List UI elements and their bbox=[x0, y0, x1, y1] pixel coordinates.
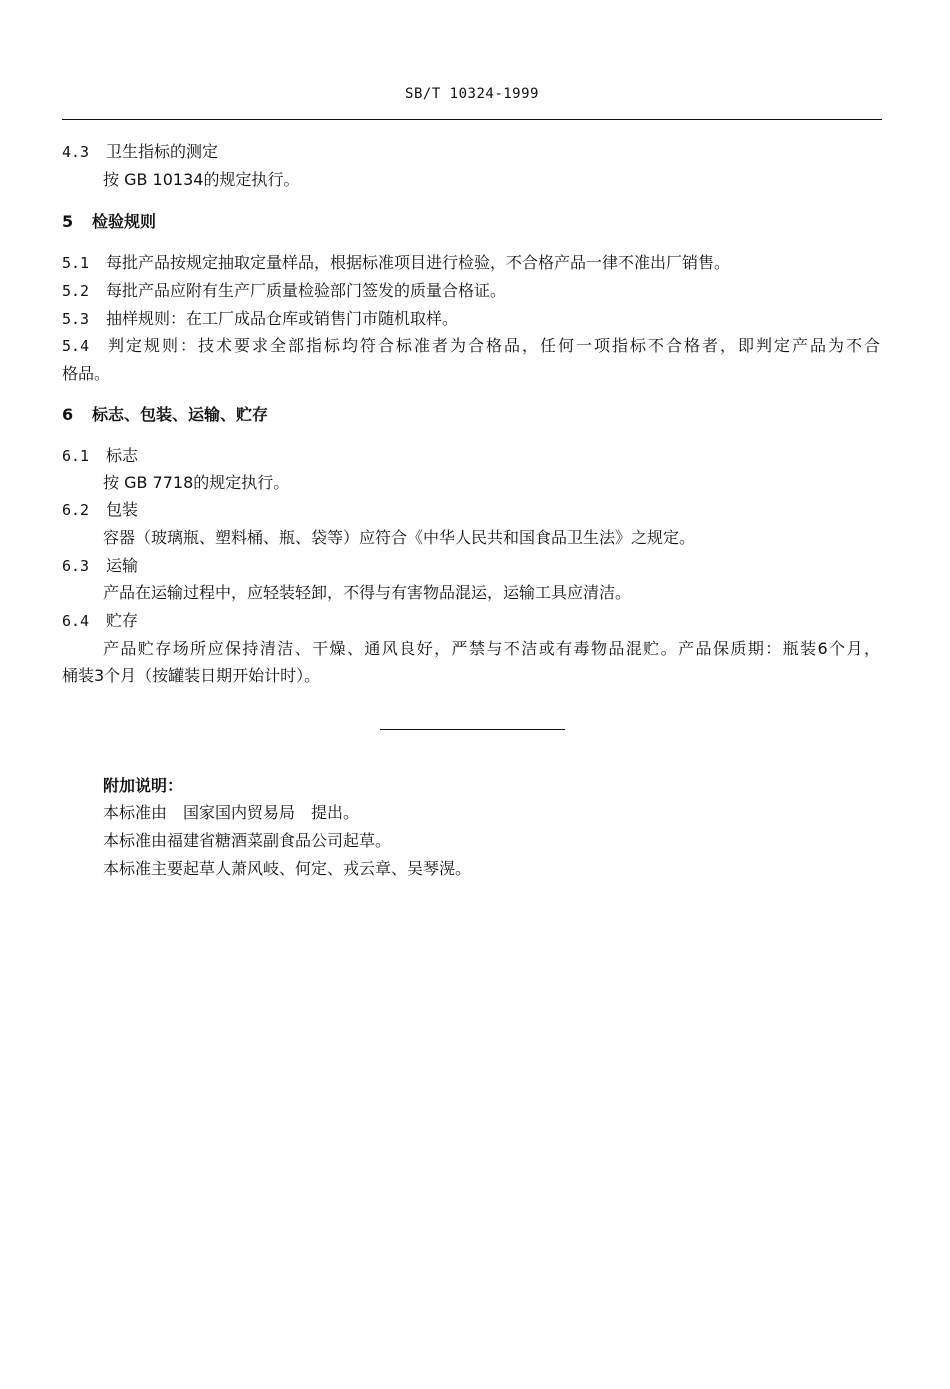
section-title: 检验规则 bbox=[92, 212, 157, 231]
clause-6-3-heading bbox=[62, 556, 138, 576]
clause-4-3-body: 按 GB 10134的规定执行。 bbox=[103, 170, 300, 189]
clause-5-3 bbox=[62, 309, 458, 329]
clause-number: 4.3 bbox=[62, 143, 90, 161]
clause-title: 标志 bbox=[106, 446, 139, 465]
section-title: 标志、包装、运输、贮存 bbox=[92, 405, 269, 424]
clause-6-1-heading bbox=[62, 446, 138, 466]
clause-5-4-line1 bbox=[62, 336, 880, 356]
clause-title: 贮存 bbox=[106, 611, 139, 630]
clause-number: 5.3 bbox=[62, 310, 90, 328]
clause-title: 运输 bbox=[106, 556, 139, 575]
clause-6-4-body-line2: 桶装3个月（按罐装日期开始计时）。 bbox=[62, 666, 321, 685]
section-number: 6 bbox=[62, 405, 74, 424]
notes-title: 附加说明： bbox=[103, 776, 184, 795]
clause-5-2 bbox=[62, 281, 506, 301]
clause-number: 5.4 bbox=[62, 337, 90, 355]
clause-number: 5.2 bbox=[62, 282, 90, 300]
clause-4-3-heading bbox=[62, 142, 218, 162]
clause-6-2-body: 容器（玻璃瓶、塑料桶、瓶、袋等）应符合《中华人民共和国食品卫生法》之规定。 bbox=[103, 528, 696, 547]
clause-5-4-line2: 格品。 bbox=[62, 364, 111, 383]
clause-5-1 bbox=[62, 253, 730, 273]
clause-6-4-body-line1: 产品贮存场所应保持清洁、干燥、通风良好，严禁与不洁或有毒物品混贮。产品保质期：瓶装6个月， bbox=[103, 639, 880, 658]
clause-6-3-body: 产品在运输过程中，应轻装轻卸，不得与有害物品混运，运输工具应清洁。 bbox=[103, 583, 632, 602]
clause-title: 包装 bbox=[106, 500, 139, 519]
clause-text: 抽样规则：在工厂成品仓库或销售门市随机取样。 bbox=[106, 309, 459, 328]
clause-number: 5.1 bbox=[62, 254, 90, 272]
clause-text: 每批产品按规定抽取定量样品，根据标准项目进行检验，不合格产品一律不准出厂销售。 bbox=[106, 253, 731, 272]
clause-6-4-heading bbox=[62, 611, 138, 631]
clause-number: 6.1 bbox=[62, 447, 90, 465]
section-6-heading bbox=[62, 405, 268, 425]
standard-code-header: SB/T 10324-1999 bbox=[405, 86, 539, 102]
header-rule bbox=[62, 119, 882, 120]
clause-6-1-body: 按 GB 7718的规定执行。 bbox=[103, 473, 290, 492]
clause-6-2-heading bbox=[62, 500, 138, 520]
notes-line-3: 本标准主要起草人萧风岐、何定、戎云章、吴琴滉。 bbox=[103, 859, 472, 878]
clause-number: 6.2 bbox=[62, 501, 90, 519]
clause-text: 每批产品应附有生产厂质量检验部门签发的质量合格证。 bbox=[106, 281, 507, 300]
notes-line-1: 本标准由 国家国内贸易局 提出。 bbox=[103, 803, 360, 822]
clause-text: 判定规则：技术要求全部指标均符合标准者为合格品，任何一项指标不合格者，即判定产品为不合 bbox=[106, 336, 880, 355]
section-number: 5 bbox=[62, 212, 74, 231]
clause-number: 6.3 bbox=[62, 557, 90, 575]
clause-title: 卫生指标的测定 bbox=[106, 142, 219, 161]
section-5-heading bbox=[62, 212, 156, 232]
clause-number: 6.4 bbox=[62, 612, 90, 630]
notes-line-2: 本标准由福建省糖酒菜副食品公司起草。 bbox=[103, 831, 392, 850]
end-of-text-rule bbox=[380, 729, 565, 730]
